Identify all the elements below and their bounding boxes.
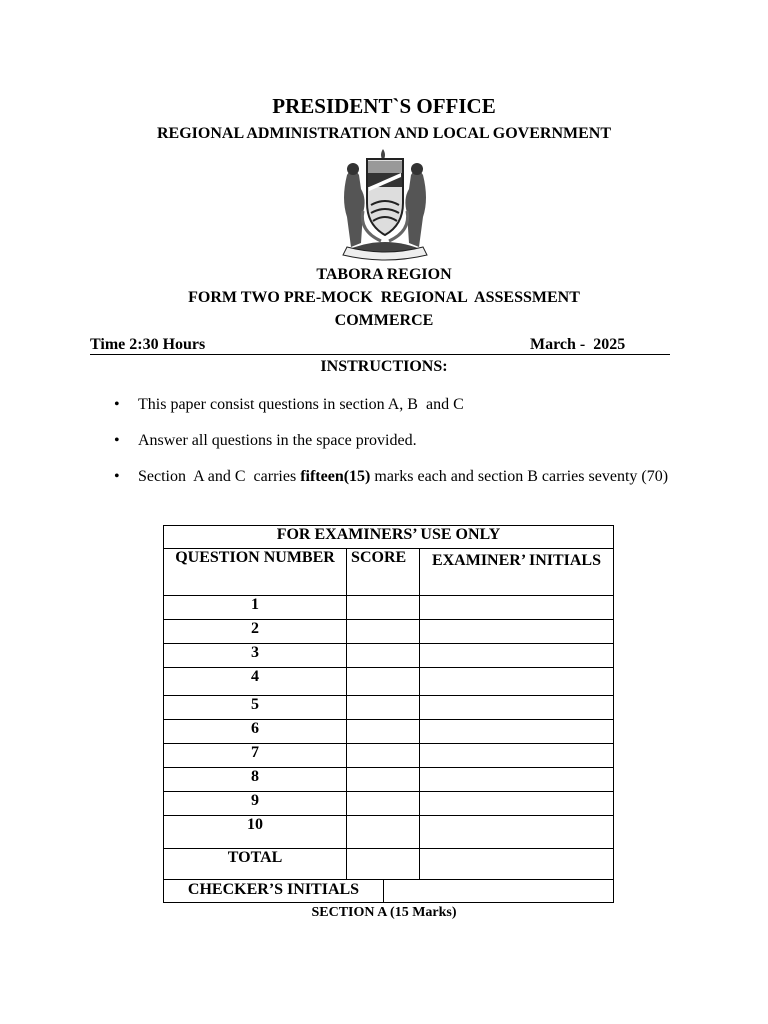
initials-cell[interactable]: [419, 596, 613, 620]
examiner-initials-header: EXAMINER’ INITIALS: [419, 549, 613, 596]
bullet-icon: •: [114, 468, 120, 485]
question-number: 6: [164, 720, 347, 744]
total-initials-cell[interactable]: [419, 849, 613, 880]
total-score-cell[interactable]: [347, 849, 420, 880]
question-number: 4: [164, 668, 347, 696]
initials-cell[interactable]: [419, 768, 613, 792]
bullet-icon: •: [114, 396, 120, 413]
question-number: 8: [164, 768, 347, 792]
checker-initials-label: CHECKER’S INITIALS: [187, 881, 360, 898]
initials-cell[interactable]: [419, 644, 613, 668]
score-cell[interactable]: [347, 768, 420, 792]
score-cell[interactable]: [347, 720, 420, 744]
initials-cell[interactable]: [419, 816, 613, 849]
examiners-table: [163, 525, 614, 880]
page-subtitle: REGIONAL ADMINISTRATION AND LOCAL GOVERNMENT: [157, 125, 611, 142]
time-allowed: Time 2:30 Hours: [90, 336, 206, 353]
checker-divider: [383, 880, 384, 902]
score-header: SCORE: [347, 549, 420, 596]
question-number: 10: [164, 816, 347, 849]
region-heading: TABORA REGION: [316, 266, 452, 283]
question-number-header: QUESTION NUMBER: [164, 549, 347, 596]
table-heading: FOR EXAMINERS’ USE ONLY: [164, 526, 614, 549]
score-cell[interactable]: [347, 644, 420, 668]
initials-cell[interactable]: [419, 668, 613, 696]
score-cell[interactable]: [347, 816, 420, 849]
score-cell[interactable]: [347, 620, 420, 644]
score-cell[interactable]: [347, 668, 420, 696]
score-cell[interactable]: [347, 696, 420, 720]
question-number: 5: [164, 696, 347, 720]
time-date-line: [90, 336, 670, 355]
initials-cell[interactable]: [419, 696, 613, 720]
section-a-heading: SECTION A (15 Marks): [311, 905, 457, 920]
initials-cell[interactable]: [419, 720, 613, 744]
score-cell[interactable]: [347, 744, 420, 768]
page-title: PRESIDENT`S OFFICE: [272, 94, 496, 118]
assessment-heading: FORM TWO PRE-MOCK REGIONAL ASSESSMENT: [188, 289, 580, 306]
question-number: 1: [164, 596, 347, 620]
question-number: 2: [164, 620, 347, 644]
question-number: 3: [164, 644, 347, 668]
initials-cell[interactable]: [419, 744, 613, 768]
bullet-icon: •: [114, 432, 120, 449]
total-label: TOTAL: [164, 849, 347, 880]
exam-date: March - 2025: [530, 336, 626, 353]
instructions-heading: INSTRUCTIONS:: [320, 358, 448, 375]
score-cell[interactable]: [347, 792, 420, 816]
checker-initials-row: [163, 879, 614, 903]
score-cell[interactable]: [347, 596, 420, 620]
question-number: 7: [164, 744, 347, 768]
initials-cell[interactable]: [419, 792, 613, 816]
coat-of-arms-icon: [333, 147, 437, 261]
initials-cell[interactable]: [419, 620, 613, 644]
question-number: 9: [164, 792, 347, 816]
subject-heading: COMMERCE: [334, 312, 434, 329]
